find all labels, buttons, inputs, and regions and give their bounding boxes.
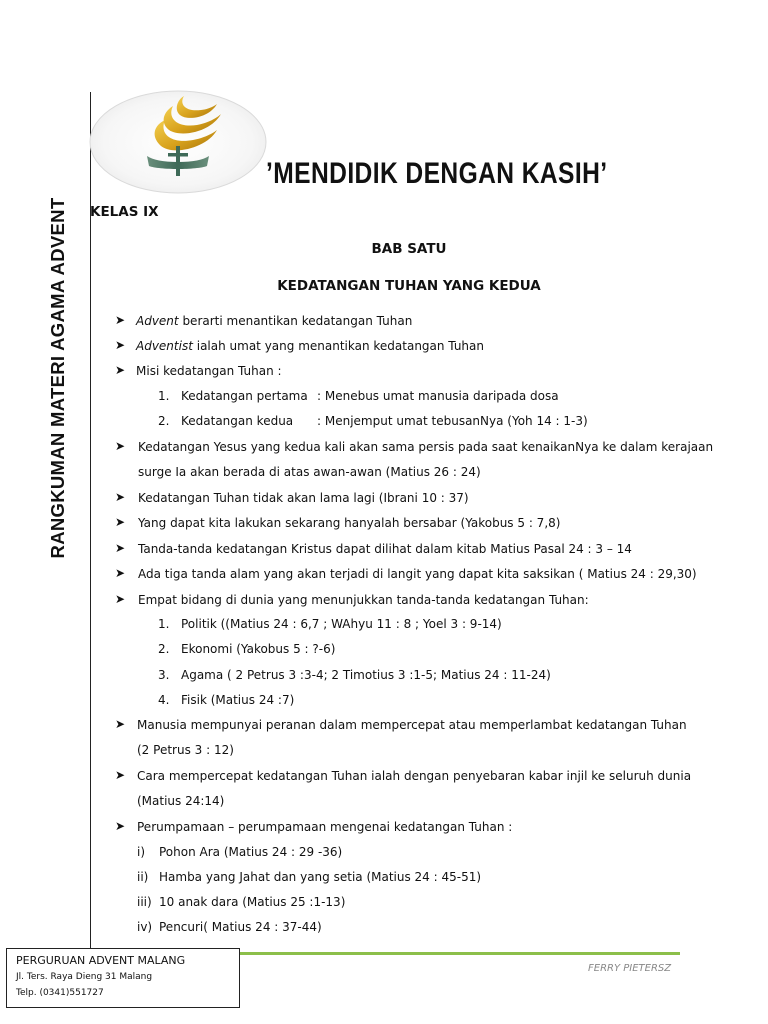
arrow-bullet-icon: ➤	[115, 819, 126, 833]
chapter-title: KEDATANGAN TUHAN YANG KEDUA	[277, 278, 541, 294]
footer-rule	[238, 952, 680, 955]
arrow-bullet-icon: ➤	[115, 768, 126, 782]
school-address: Jl. Ters. Raya Dieng 31 Malang	[16, 972, 153, 982]
field-item: Fisik (Matius 24 :7)	[181, 693, 295, 707]
arrow-bullet-icon: ➤	[115, 541, 126, 555]
parable-item-number: i)	[137, 845, 146, 859]
parable-item: Hamba yang Jahat dan yang setia (Matius 24 : 45-51)	[159, 870, 482, 884]
arrow-bullet-icon: ➤	[115, 717, 126, 731]
parable-item-number: ii)	[137, 870, 149, 884]
field-item: Agama ( 2 Petrus 3 :3-4; 2 Timotius 3 :1-5; Matius 24 : 11-24)	[181, 668, 551, 682]
bullet-second-coming-cont: surge Ia akan berada di atas awan-awan (Matius 26 : 24)	[138, 465, 481, 479]
bullet-human-role: Manusia mempunyai peranan dalam mempercepat atau memperlambat kedatangan Tuhan	[137, 718, 687, 732]
bullet-four-fields: Empat bidang di dunia yang menunjukkan tanda-tanda kedatangan Tuhan:	[138, 593, 589, 607]
field-item-number: 3.	[158, 668, 170, 682]
bullet-mission: Misi kedatangan Tuhan :	[136, 364, 282, 378]
mission-item-number: 2.	[158, 414, 170, 428]
author-name: FERRY PIETERSZ	[588, 963, 672, 974]
mission-item-desc: : Menebus umat manusia daripada dosa	[317, 389, 559, 403]
bullet-parables: Perumpamaan – perumpamaan mengenai kedatangan Tuhan :	[137, 820, 513, 834]
field-item: Politik ((Matius 24 : 6,7 ; WAhyu 11 : 8 ; Yoel 3 : 9-14)	[181, 617, 502, 631]
mission-item-desc: : Menjemput umat tebusanNya (Yoh 14 : 1-3)	[317, 414, 588, 428]
term-adventist: Adventist	[136, 339, 193, 353]
bullet-not-long: Kedatangan Tuhan tidak akan lama lagi (Ibrani 10 : 37)	[138, 491, 469, 505]
class-label: KELAS IX	[90, 204, 159, 220]
bullet-human-role-cont: (2 Petrus 3 : 12)	[137, 743, 234, 757]
arrow-bullet-icon: ➤	[115, 363, 126, 377]
arrow-bullet-icon: ➤	[115, 515, 126, 529]
field-item: Ekonomi (Yakobus 5 : ?-6)	[181, 642, 336, 656]
bullet-hasten: Cara mempercepat kedatangan Tuhan ialah dengan penyebaran kabar injil ke seluruh dunia	[137, 769, 692, 783]
term-advent: Advent	[136, 314, 179, 328]
bullet-adventist-text: ialah umat yang menantikan kedatangan Tuhan	[192, 339, 484, 353]
bullet-natural-signs: Ada tiga tanda alam yang akan terjadi di langit yang dapat kita saksikan ( Matius 24 : 29,30)	[138, 567, 697, 581]
arrow-bullet-icon: ➤	[115, 490, 126, 504]
parable-item: 10 anak dara (Matius 25 :1-13)	[159, 895, 346, 909]
parable-item-number: iii)	[137, 895, 152, 909]
arrow-bullet-icon: ➤	[115, 439, 126, 453]
parable-item: Pencuri( Matius 24 : 37-44)	[159, 920, 322, 934]
mission-item-number: 1.	[158, 389, 170, 403]
motto-heading: ’MENDIDIK DENGAN KASIH’	[266, 157, 608, 190]
sidebar-title: RANGKUMAN MATERI AGAMA ADVENT	[47, 197, 68, 559]
arrow-bullet-icon: ➤	[115, 566, 126, 580]
mission-item-label: Kedatangan pertama	[181, 389, 308, 403]
arrow-bullet-icon: ➤	[115, 592, 126, 606]
field-item-number: 1.	[158, 617, 170, 631]
school-phone: Telp. (0341)551727	[16, 988, 104, 998]
arrow-bullet-icon: ➤	[115, 313, 126, 327]
arrow-bullet-icon: ➤	[115, 338, 126, 352]
parable-item: Pohon Ara (Matius 24 : 29 -36)	[159, 845, 343, 859]
bullet-adventist	[136, 339, 484, 353]
chapter-number: BAB SATU	[371, 241, 447, 257]
bullet-signs: Tanda-tanda kedatangan Kristus dapat dilihat dalam kitab Matius Pasal 24 : 3 – 14	[138, 542, 632, 556]
field-item-number: 2.	[158, 642, 170, 656]
bullet-advent	[136, 314, 412, 328]
school-name: PERGURUAN ADVENT MALANG	[16, 954, 186, 967]
field-item-number: 4.	[158, 693, 170, 707]
mission-item-label: Kedatangan kedua	[181, 414, 294, 428]
parable-item-number: iv)	[137, 920, 153, 934]
school-info-box	[6, 948, 240, 1008]
bullet-patience: Yang dapat kita lakukan sekarang hanyalah bersabar (Yakobus 5 : 7,8)	[138, 516, 561, 530]
bullet-second-coming: Kedatangan Yesus yang kedua kali akan sama persis pada saat kenaikanNya ke dalam kerajaan	[138, 440, 714, 454]
bullet-advent-text: berarti menantikan kedatangan Tuhan	[178, 314, 413, 328]
bullet-hasten-cont: (Matius 24:14)	[137, 794, 225, 808]
